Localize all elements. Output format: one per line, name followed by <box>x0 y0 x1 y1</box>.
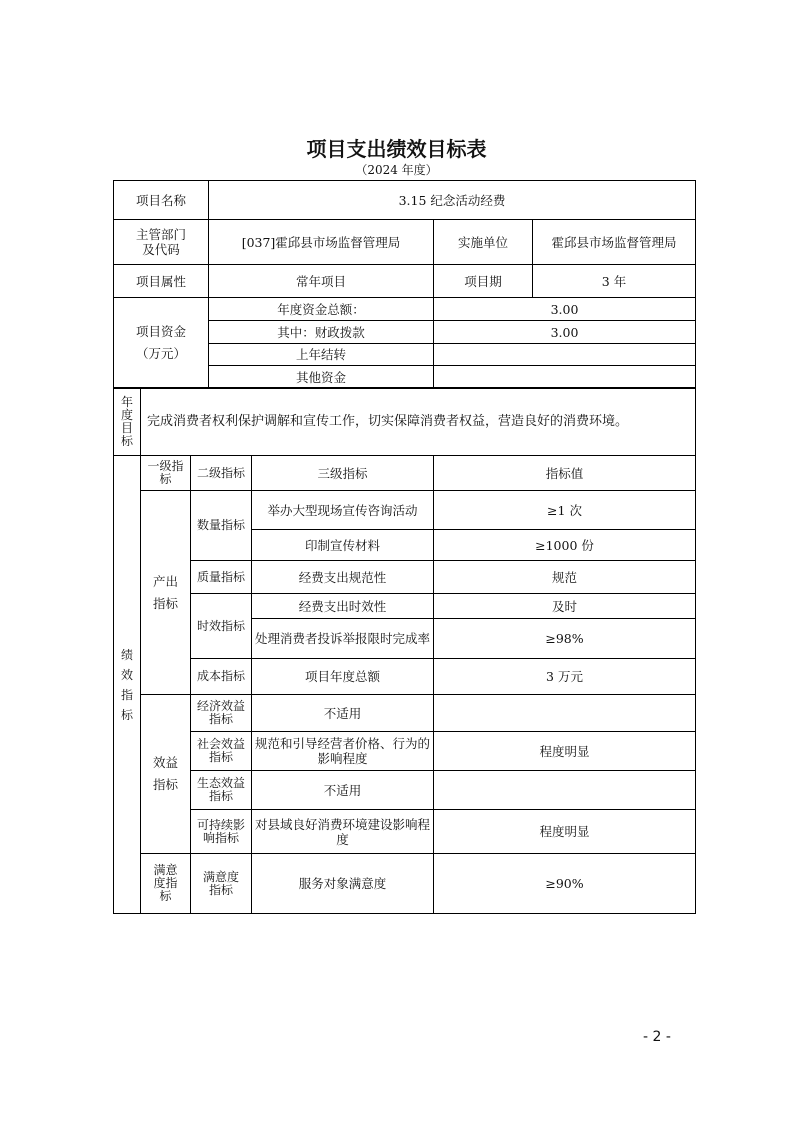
level2-cost: 成本指标 <box>191 659 252 695</box>
indicator-name: 经费支出规范性 <box>252 561 434 594</box>
fund-value <box>434 366 696 389</box>
fund-label: 年度资金总额： <box>209 298 434 321</box>
dept-label: 主管部门及代码 <box>114 220 209 265</box>
level2-ecological: 生态效益指标 <box>191 771 252 810</box>
indicator-name: 规范和引导经营者价格、行为的影响程度 <box>252 732 434 771</box>
header-level1: 一级指标 <box>141 456 191 491</box>
indicator-value: ≥1000 份 <box>434 530 696 561</box>
level2-quantity: 数量指标 <box>191 491 252 561</box>
indicator-value <box>434 771 696 810</box>
indicator-value: 规范 <box>434 561 696 594</box>
indicator-value <box>434 695 696 732</box>
unit-label: 实施单位 <box>434 220 533 265</box>
indicator-name: 不适用 <box>252 695 434 732</box>
perf-label: 绩效指标 <box>114 456 141 914</box>
name-value: 3.15 纪念活动经费 <box>209 181 696 220</box>
goal-value: 完成消费者权利保护调解和宣传工作，切实保障消费者权益，营造良好的消费环境。 <box>141 388 696 456</box>
fund-label: 其他资金 <box>209 366 434 389</box>
level2-satisfaction: 满意度指标 <box>191 854 252 914</box>
indicator-value: 程度明显 <box>434 732 696 771</box>
page-subtitle: （2024 年度） <box>355 163 438 177</box>
indicator-name: 服务对象满意度 <box>252 854 434 914</box>
level2-social: 社会效益指标 <box>191 732 252 771</box>
indicator-name: 对县域良好消费环境建设影响程度 <box>252 810 434 854</box>
period-value: 3 年 <box>533 265 696 298</box>
indicator-name: 印制宣传材料 <box>252 530 434 561</box>
performance-table <box>113 387 696 914</box>
name-label: 项目名称 <box>114 181 209 220</box>
indicator-name: 经费支出时效性 <box>252 594 434 619</box>
level1-satisfaction: 满意度指标 <box>141 854 191 914</box>
indicator-name: 项目年度总额 <box>252 659 434 695</box>
level2-economic: 经济效益指标 <box>191 695 252 732</box>
fund-value: 3.00 <box>434 321 696 344</box>
indicator-value: ≥1 次 <box>434 491 696 530</box>
indicator-value: 程度明显 <box>434 810 696 854</box>
level2-sustainable: 可持续影响指标 <box>191 810 252 854</box>
indicator-name: 处理消费者投诉举报限时完成率 <box>252 619 434 659</box>
header-level2: 二级指标 <box>191 456 252 491</box>
goal-label: 年度目标 <box>114 388 141 456</box>
indicator-value: ≥90% <box>434 854 696 914</box>
fund-value <box>434 344 696 366</box>
indicator-name: 不适用 <box>252 771 434 810</box>
unit-value: 霍邱县市场监督管理局 <box>533 220 696 265</box>
funds-label: 项目资金（万元） <box>114 298 209 389</box>
page-number: - 2 - <box>643 1029 671 1045</box>
header-level3: 三级指标 <box>252 456 434 491</box>
fund-label: 其中：财政拨款 <box>209 321 434 344</box>
level1-output: 产出指标 <box>141 491 191 695</box>
header-value: 指标值 <box>434 456 696 491</box>
attr-value: 常年项目 <box>209 265 434 298</box>
level2-quality: 质量指标 <box>191 561 252 594</box>
indicator-value: ≥98% <box>434 619 696 659</box>
fund-value: 3.00 <box>434 298 696 321</box>
attr-label: 项目属性 <box>114 265 209 298</box>
indicator-value: 3 万元 <box>434 659 696 695</box>
fund-label: 上年结转 <box>209 344 434 366</box>
level1-benefit: 效益指标 <box>141 695 191 854</box>
indicator-value: 及时 <box>434 594 696 619</box>
level2-timeliness: 时效指标 <box>191 594 252 659</box>
dept-value: [037]霍邱县市场监督管理局 <box>209 220 434 265</box>
page-title: 项目支出绩效目标表 <box>306 137 487 161</box>
period-label: 项目期 <box>434 265 533 298</box>
project-info-table <box>113 180 696 389</box>
indicator-name: 举办大型现场宣传咨询活动 <box>252 491 434 530</box>
